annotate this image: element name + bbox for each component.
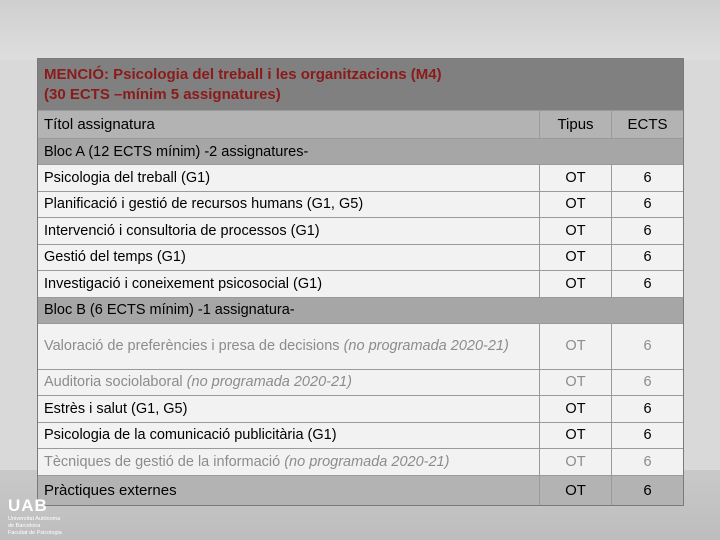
table-title	[38, 59, 683, 111]
course-name: Estrès i salut (G1, G5)	[38, 396, 540, 422]
course-name-cell	[38, 449, 540, 475]
table-row	[38, 271, 683, 298]
course-type: OT	[540, 165, 612, 191]
table-row	[38, 370, 683, 397]
bloc-b-label: Bloc B (6 ECTS mínim) -1 assignatura-	[44, 302, 295, 318]
course-ects: 6	[643, 453, 652, 470]
table-row	[38, 449, 683, 476]
course-type: OT	[540, 370, 612, 396]
table-title-line1: MENCIÓ: Psicologia del treball i les organitzacions (M4)	[44, 66, 442, 83]
table-title-line2: (30 ECTS –mínim 5 assignatures)	[44, 86, 281, 103]
course-name: Psicologia del treball (G1)	[38, 165, 540, 191]
header-title: Títol assignatura	[38, 111, 540, 138]
header-type: Tipus	[540, 111, 612, 138]
table-row	[38, 245, 683, 272]
course-name-cell	[38, 370, 540, 396]
course-ects: 6	[643, 338, 652, 354]
header-ects: ECTS	[627, 116, 668, 133]
table-row	[38, 218, 683, 245]
course-name: Tècniques de gestió de la informació	[44, 453, 285, 470]
course-ects: 6	[643, 481, 652, 499]
course-type: OT	[540, 423, 612, 449]
table-row	[38, 396, 683, 423]
course-ects: 6	[643, 222, 652, 239]
course-name: Valoració de preferències i presa de decisions	[44, 338, 344, 354]
course-name: Intervenció i consultoria de processos (G1)	[38, 218, 540, 244]
course-type: OT	[540, 192, 612, 218]
course-name: Planificació i gestió de recursos humans (G1, G5)	[38, 192, 540, 218]
course-ects: 6	[643, 374, 652, 391]
table-header-row	[38, 111, 683, 139]
course-name: Pràctiques externes	[38, 476, 540, 505]
course-note: (no programada 2020-21)	[284, 453, 450, 470]
course-note: (no programada 2020-21)	[186, 374, 352, 391]
course-name-cell	[38, 324, 540, 369]
course-note: (no programada 2020-21)	[343, 338, 509, 354]
table-row	[38, 165, 683, 192]
table-row-practiques	[38, 476, 683, 505]
table-row	[38, 324, 683, 370]
course-ects: 6	[643, 427, 652, 444]
course-type: OT	[540, 324, 612, 369]
course-ects: 6	[643, 249, 652, 266]
course-type: OT	[540, 476, 612, 505]
logo-line2: de Barcelona	[8, 523, 41, 529]
bloc-b-heading	[38, 298, 683, 324]
course-type: OT	[540, 218, 612, 244]
course-type: OT	[540, 271, 612, 297]
course-name: Investigació i coneixement psicosocial (G1)	[38, 271, 540, 297]
uab-logo	[8, 496, 78, 538]
table-row	[38, 192, 683, 219]
course-ects: 6	[643, 169, 652, 186]
course-type: OT	[540, 449, 612, 475]
course-ects: 6	[643, 275, 652, 292]
course-name: Psicologia de la comunicació publicitària (G1)	[38, 423, 540, 449]
slide-top-band	[0, 0, 720, 60]
logo-line3: Facultat de Psicologia	[8, 530, 62, 536]
course-ects: 6	[643, 400, 652, 417]
course-name: Auditoria sociolaboral	[44, 374, 187, 391]
course-type: OT	[540, 396, 612, 422]
course-type: OT	[540, 245, 612, 271]
course-name: Gestió del temps (G1)	[38, 245, 540, 271]
bloc-a-label: Bloc A (12 ECTS mínim) -2 assignatures-	[44, 143, 309, 160]
logo-mark: UAB	[8, 496, 48, 515]
courses-table	[37, 58, 684, 506]
bloc-a-heading	[38, 139, 683, 165]
logo-line1: Universitat Autònoma	[8, 516, 61, 522]
table-row	[38, 423, 683, 450]
course-ects: 6	[643, 196, 652, 213]
